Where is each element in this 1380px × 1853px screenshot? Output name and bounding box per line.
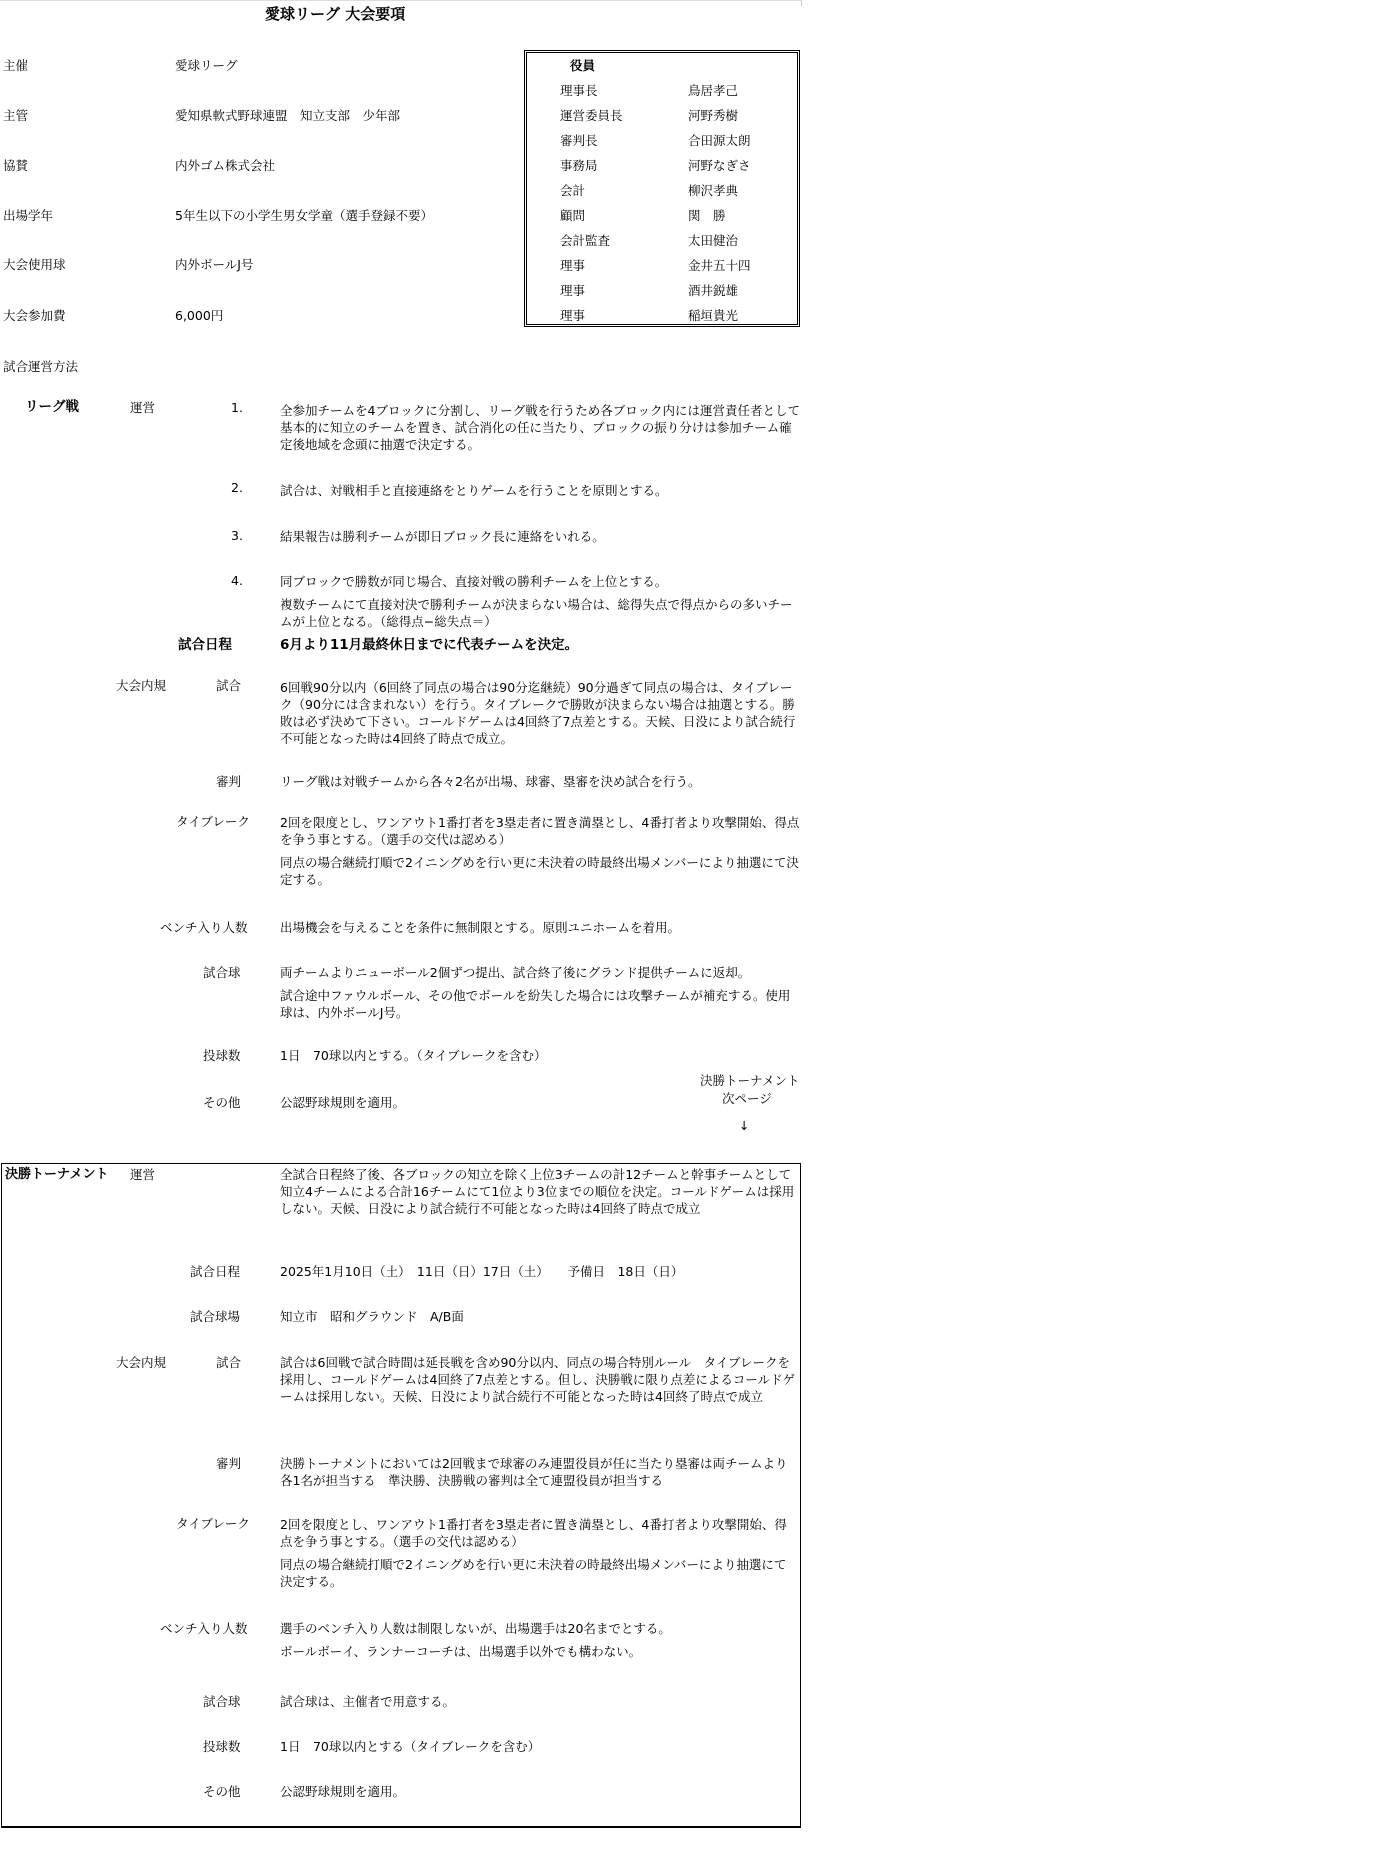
league-heading: リーグ戦 xyxy=(25,399,79,415)
league-ops-label: 運営 xyxy=(130,400,156,415)
league-other-text: 公認野球規則を適用。 xyxy=(280,1095,406,1110)
officer-role: 会計監査 xyxy=(560,233,611,248)
final-bench-label: ベンチ入り人数 xyxy=(160,1621,248,1636)
officer-name: 太田健治 xyxy=(688,233,739,248)
league-pitch-label: 投球数 xyxy=(203,1048,241,1063)
league-item-text: 試合は、対戦相手と直接連絡をとりゲームを行うことを原則とする。 xyxy=(280,483,668,498)
info-label-host: 主催 xyxy=(3,58,29,73)
officer-role: 理事長 xyxy=(560,83,598,98)
final-schedule-label: 試合日程 xyxy=(190,1264,241,1279)
final-schedule-text: 2025年1月10日（土） 11日（日）17日（土） 予備日 18日（日） xyxy=(280,1264,684,1279)
league-item-num: 3. xyxy=(231,528,243,543)
final-bench-text2: ボールボーイ、ランナーコーチは、出場選手以外でも構わない。 xyxy=(280,1644,642,1659)
league-schedule-text: 6月より11月最終休日までに代表チームを決定。 xyxy=(280,637,579,653)
info-value-fee: 6,000円 xyxy=(175,308,224,323)
league-item-text: 全参加チームを4ブロックに分割し、リーグ戦を行うため各ブロック内には運営責任者として基本的に知立のチームを置き、試合消化の任に当たり、ブロックの振り分けは参加チーム確定後地域を念頭に抽選で決定する。 xyxy=(280,403,800,452)
final-pitch-text: 1日 70球以内とする（タイブレークを含む） xyxy=(280,1739,541,1754)
page-edge xyxy=(801,0,802,6)
officer-role: 事務局 xyxy=(560,158,598,173)
final-bench-text1: 選手のベンチ入り人数は制限しないが、出場選手は20名までとする。 xyxy=(280,1621,671,1636)
league-tiebreak-label: タイブレーク xyxy=(176,814,250,829)
league-schedule-label: 試合日程 xyxy=(178,637,232,653)
final-umpire-text: 決勝トーナメントにおいては2回戦まで球審のみ連盟役員が任に当たり塁審は両チームより各1名が担当する 準決勝、決勝戦の審判は全て連盟役員が担当する xyxy=(280,1456,788,1488)
officer-role: 理事 xyxy=(560,308,586,323)
league-ball-text2: 試合途中ファウルボール、その他でボールを紛失した場合には攻撃チームが補充する。使用球は、内外ボールJ号。 xyxy=(280,988,791,1020)
final-venue-text: 知立市 昭和グラウンド A/B面 xyxy=(280,1309,464,1324)
final-pitch-label: 投球数 xyxy=(203,1739,241,1754)
info-value-organizer: 愛知県軟式野球連盟 知立支部 少年部 xyxy=(175,108,401,123)
info-value-host: 愛球リーグ xyxy=(175,58,238,73)
final-tiebreak-text2: 同点の場合継続打順で2イニングめを行い更に未決着の時最終出場メンバーにより抽選にて決定する。 xyxy=(280,1557,787,1589)
final-game-text: 試合は6回戦で試合時間は延長戦を含め90分以内、同点の場合特別ルール タイブレークを採用し、コールドゲームは4回終了7点差とする。但し、決勝戦に限り点差によるコールドゲームは採用しない。天候、日没により試合続行不可能となった時は4回終了時点で成立 xyxy=(280,1355,795,1404)
officer-role: 審判長 xyxy=(560,133,598,148)
league-bench-text: 出場機会を与えることを条件に無制限とする。原則ユニホームを着用。 xyxy=(280,920,681,935)
final-other-text: 公認野球規則を適用。 xyxy=(280,1784,406,1799)
bottom-border xyxy=(1,1827,801,1828)
final-tiebreak-label: タイブレーク xyxy=(176,1516,250,1531)
officer-name: 柳沢孝典 xyxy=(688,183,739,198)
final-ops-text: 全試合日程終了後、各ブロックの知立を除く上位3チームの計12チームと幹事チームとして知立4チームによる合計16チームにて1位より3位までの順位を決定。コールドゲームは採用しない。天候、日没により試合続行不可能となった時は4回終了時点で成立 xyxy=(280,1167,795,1216)
final-tiebreak-text1: 2回を限度とし、ワンアウト1番打者を3塁走者に置き満塁とし、4番打者より攻撃開始、得点を争う事とする。（選手の交代は認める） xyxy=(280,1517,787,1549)
final-umpire-label: 審判 xyxy=(216,1456,242,1471)
league-ball-label: 試合球 xyxy=(203,965,241,980)
officer-name: 酒井鋭雄 xyxy=(688,283,739,298)
league-item-num: 4. xyxy=(231,573,243,588)
final-rules-label: 大会内規 xyxy=(116,1355,167,1370)
officer-role: 運営委員長 xyxy=(560,108,623,123)
info-value-sponsor: 内外ゴム株式会社 xyxy=(175,158,276,173)
league-item-text: 同ブロックで勝数が同じ場合、直接対戦の勝利チームを上位とする。 xyxy=(280,574,668,589)
officer-role: 会計 xyxy=(560,183,586,198)
officer-name: 合田源太朗 xyxy=(688,133,751,148)
officer-name: 鳥居孝己 xyxy=(688,83,739,98)
info-label-organizer: 主管 xyxy=(3,108,29,123)
officer-name: 河野なぎさ xyxy=(688,158,751,173)
league-tiebreak-text2: 同点の場合継続打順で2イニングめを行い更に未決着の時最終出場メンバーにより抽選にて決定する。 xyxy=(280,855,799,887)
league-game-label: 試合 xyxy=(216,678,242,693)
final-other-label: その他 xyxy=(203,1784,241,1799)
info-label-fee: 大会参加費 xyxy=(3,308,66,323)
league-other-label: その他 xyxy=(203,1095,241,1110)
league-item4-extra: 複数チームにて直接対決で勝利チームが決まらない場合は、総得失点で得点からの多いチームが上位となる。（総得点−総失点＝） xyxy=(280,597,793,629)
info-value-ball: 内外ボールJ号 xyxy=(175,257,254,272)
officer-role: 理事 xyxy=(560,283,586,298)
final-game-label: 試合 xyxy=(216,1355,242,1370)
officer-name: 金井五十四 xyxy=(688,258,751,273)
officer-name: 稲垣貴光 xyxy=(688,308,739,323)
next-page-note: 決勝トーナメント xyxy=(700,1073,800,1088)
league-tiebreak-text1: 2回を限度とし、ワンアウト1番打者を3塁走者に置き満塁とし、4番打者より攻撃開始、得点を争う事とする。（選手の交代は認める） xyxy=(280,815,800,847)
top-border xyxy=(0,0,801,1)
league-umpire-text: リーグ戦は対戦チームから各々2名が出場、球審、塁審を決め試合を行う。 xyxy=(280,774,701,789)
final-ball-text: 試合球は、主催者で用意する。 xyxy=(280,1694,456,1709)
league-ball-text1: 両チームよりニューボール2個ずつ提出、試合終了後にグランド提供チームに返却。 xyxy=(280,965,751,980)
league-game-text: 6回戦90分以内（6回終了同点の場合は90分迄継続）90分過ぎて同点の場合は、タイブレーク（90分には含まれない）を行う。タイブレークで勝敗が決まらない場合は抽選とする。勝敗は必ず決めて下さい。コールドゲームは4回終了7点差とする。天候、日没により試合続行不可能となった時は4回終了時点で成立。 xyxy=(280,680,796,746)
officer-role: 理事 xyxy=(560,258,586,273)
final-ops-label: 運営 xyxy=(130,1167,156,1182)
method-heading: 試合運営方法 xyxy=(3,359,79,374)
final-ball-label: 試合球 xyxy=(203,1694,241,1709)
officer-role: 顧問 xyxy=(560,208,586,223)
info-label-sponsor: 協賛 xyxy=(3,158,29,173)
league-item-num: 1. xyxy=(231,400,243,415)
league-umpire-label: 審判 xyxy=(216,774,242,789)
officers-heading: 役員 xyxy=(570,58,596,73)
next-page-note: 次ページ xyxy=(722,1091,772,1106)
page-title: 愛球リーグ 大会要項 xyxy=(265,5,406,23)
down-arrow-icon: ↓ xyxy=(739,1118,750,1133)
info-label-ball: 大会使用球 xyxy=(3,257,66,272)
info-value-grade: 5年生以下の小学生男女学童（選手登録不要） xyxy=(175,208,433,223)
final-heading: 決勝トーナメント xyxy=(5,1167,109,1182)
league-item-text: 結果報告は勝利チームが即日ブロック長に連絡をいれる。 xyxy=(280,529,605,544)
officer-name: 河野秀樹 xyxy=(688,108,739,123)
league-bench-label: ベンチ入り人数 xyxy=(160,920,248,935)
final-venue-label: 試合球場 xyxy=(190,1309,241,1324)
officer-name: 関 勝 xyxy=(688,208,726,223)
league-pitch-text: 1日 70球以内とする。（タイブレークを含む） xyxy=(280,1048,547,1063)
league-rules-label: 大会内規 xyxy=(116,678,167,693)
league-item-num: 2. xyxy=(231,480,243,495)
info-label-grade: 出場学年 xyxy=(3,208,54,223)
